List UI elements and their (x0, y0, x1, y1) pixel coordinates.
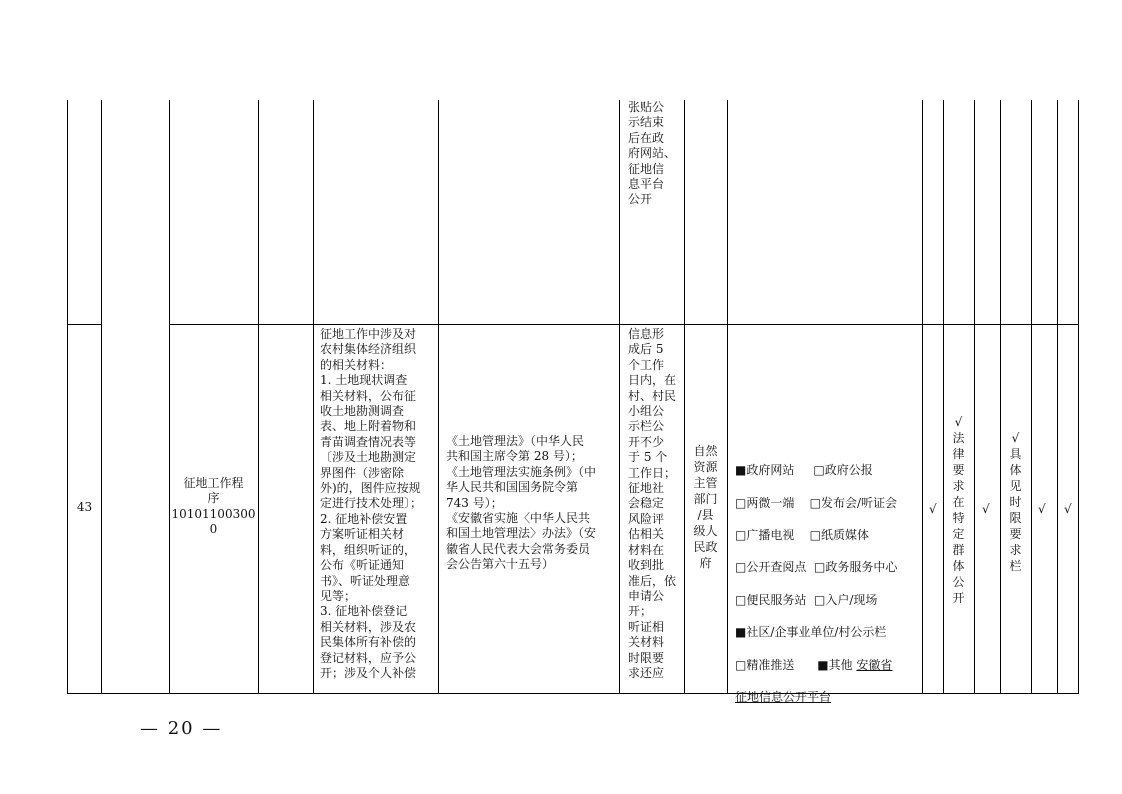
channel-other-detail-cont: 征地信息公开平台 (735, 690, 832, 705)
column-divider (974, 100, 975, 693)
column-divider (1031, 100, 1032, 693)
on-request-disclosure: √ 具 体 见 时 限 要 求 栏 (1009, 431, 1022, 573)
channel-print-media: □纸质媒体 (809, 528, 869, 543)
column-divider (101, 100, 102, 693)
channel-precise-push: □精准推送 (735, 657, 795, 672)
disclosure-subject: 自然 资源 主管 部门 /县 级人 民政 府 (693, 444, 718, 570)
channel-line (735, 592, 922, 608)
check-township-level: √ (1064, 502, 1072, 516)
column-divider (1000, 100, 1001, 693)
channel-broadcast-tv: □广播电视 (735, 528, 795, 543)
column-divider (619, 100, 620, 693)
column-divider (922, 100, 923, 693)
check-all-society: √ (929, 502, 937, 516)
page-number: — 20 — (140, 718, 223, 739)
disclosure-content: 征地工作中涉及对 农村集体经济组织 的相关材料： 1. 土地现状调查 相关材料，公布征 收土地勘测调查 表、地上附着物和 青苗调查情况表等 〔涉及土地勘测定 界图件（涉密除 外)的，图件应按规 定进行技术处理〕； 2. 征地补偿安置 方案听证相关材 料，组织听证的， 公布《听证通知 书》、听证处理意 见等； 3. 征地补偿登记 相关材料，涉及农 民集体所有补偿的 登记材料，应予公 开；涉及个人补偿 (320, 327, 423, 680)
row-divider (68, 324, 101, 325)
channel-wechat-weibo: □两微一端 (735, 495, 795, 510)
channel-other: ■其他 (817, 657, 853, 672)
check-active-disclosure: √ (982, 502, 990, 516)
column-divider (1057, 100, 1058, 693)
disclosure-channels (735, 446, 922, 721)
channel-other-detail: 安徽省 (856, 657, 893, 672)
channel-gov-gazette: □政府公报 (813, 463, 873, 478)
legal-basis: 《土地管理法》（中华人民 共和国主席令第 28 号）； 《土地管理法实施条例》（中 华人民共和国国务院令第 743 号）； 《安徽省实施〈中华人民共 和国土地管理法〉办法》（安 徽省人民代表大会常务委员 会公告第六十五号） (446, 434, 597, 572)
item-name-code: 征地工作程 序 10101100300 0 (171, 476, 256, 537)
specific-group-disclosure: √ 法 律 要 求 在 特 定 群 体 公 开 (952, 415, 965, 605)
column-divider (727, 100, 728, 693)
public-time-limit: 信息形 成后 5 个工作 日内，在 村、村民 小组公 示栏公 开不少 于 5 个 工作日； 征地社 会稳定 风险评 估相关 材料在 收到批 准后，依 申请公 开； 听证相 关材料 时限要 求还应 (628, 327, 677, 680)
column-divider (684, 100, 685, 693)
channel-service-station: □便民服务站 (735, 592, 807, 607)
channel-line (735, 495, 922, 511)
channel-public-reading: □公开查阅点 (735, 560, 807, 575)
channel-press-hearing: □发布会/听证会 (809, 495, 897, 510)
channel-line (735, 624, 922, 640)
column-divider (169, 100, 170, 693)
channel-service-center: □政务服务中心 (813, 560, 898, 575)
channel-line (735, 657, 922, 673)
channel-line (735, 527, 922, 543)
disclosure-table (67, 100, 1079, 705)
channel-line (735, 462, 922, 478)
column-divider (258, 100, 259, 693)
prev-row-public-time: 张贴公 示结束 后在政 府网站、 征地信 息平台 公开 (628, 100, 677, 207)
row-divider (169, 324, 1078, 325)
channel-gov-website: ■政府网站 (735, 463, 795, 478)
check-county-level: √ (1038, 502, 1046, 516)
row-number: 43 (76, 500, 93, 514)
column-divider (438, 100, 439, 693)
channel-community-board: ■社区/企事业单位/村公示栏 (735, 625, 887, 640)
channel-line (735, 559, 922, 575)
column-divider (313, 100, 314, 693)
channel-door-to-door: □入户/现场 (813, 592, 878, 607)
